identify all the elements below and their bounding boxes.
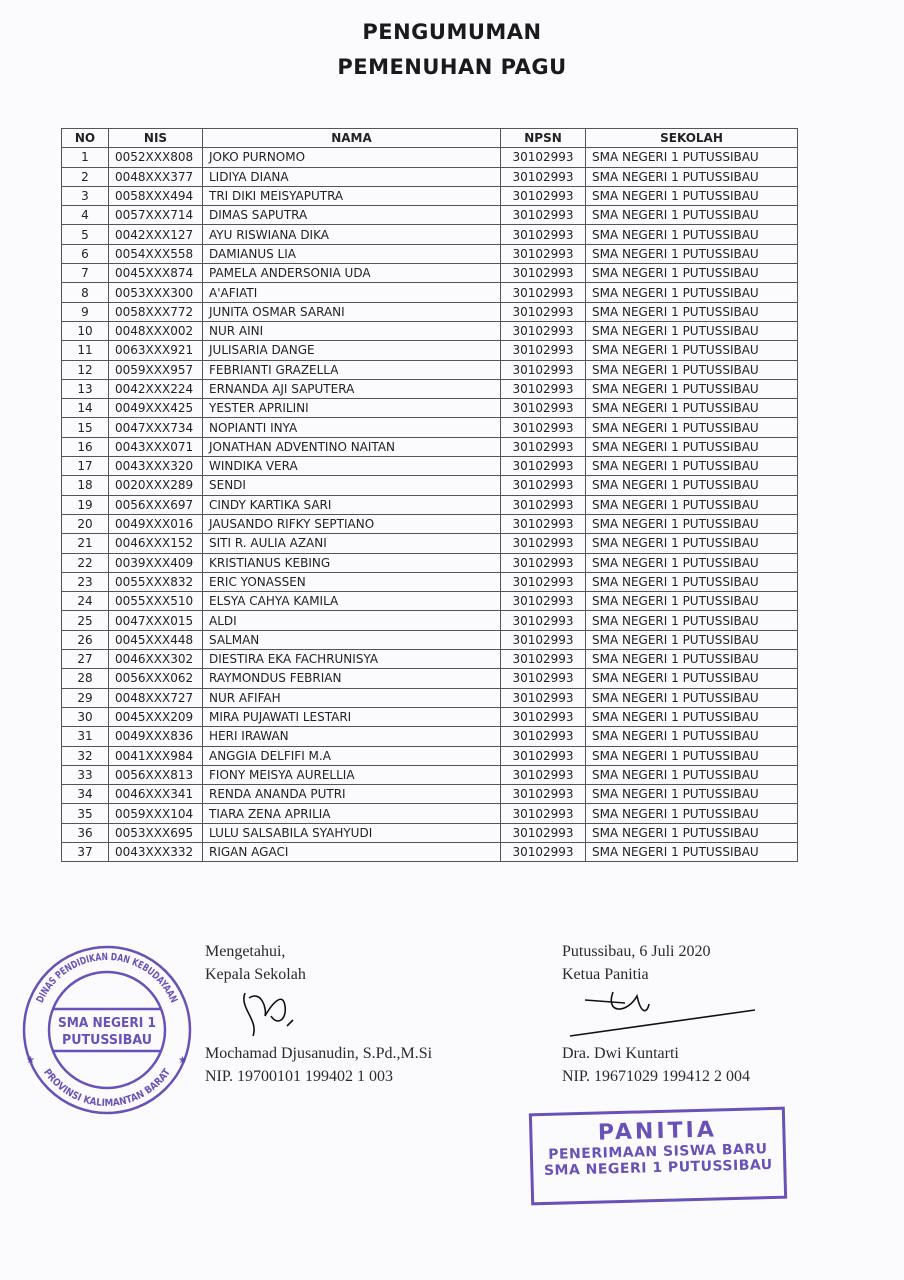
- school-name: SMA NEGERI 1 PUTUSSIBAU: [586, 206, 798, 225]
- row-number: 8: [62, 283, 109, 302]
- table-row: [62, 842, 798, 861]
- student-nis: 0042XXX127: [109, 225, 203, 244]
- row-number: 11: [62, 341, 109, 360]
- student-nis: 0057XXX714: [109, 206, 203, 225]
- student-name: DAMIANUS LIA: [203, 244, 501, 263]
- school-name: SMA NEGERI 1 PUTUSSIBAU: [586, 302, 798, 321]
- star-icon: ★: [26, 1055, 35, 1066]
- student-name: YESTER APRILINI: [203, 399, 501, 418]
- row-number: 12: [62, 360, 109, 379]
- school-name: SMA NEGERI 1 PUTUSSIBAU: [586, 572, 798, 591]
- table-row: [62, 283, 798, 302]
- student-name: ERNANDA AJI SAPUTERA: [203, 379, 501, 398]
- school-name: SMA NEGERI 1 PUTUSSIBAU: [586, 186, 798, 205]
- row-number: 23: [62, 572, 109, 591]
- school-npsn: 30102993: [501, 321, 586, 340]
- student-nis: 0045XXX874: [109, 264, 203, 283]
- school-name: SMA NEGERI 1 PUTUSSIBAU: [586, 360, 798, 379]
- student-name: TRI DIKI MEISYAPUTRA: [203, 186, 501, 205]
- column-header-nama: NAMA: [203, 129, 501, 148]
- row-number: 20: [62, 514, 109, 533]
- school-name: SMA NEGERI 1 PUTUSSIBAU: [586, 379, 798, 398]
- student-name: SALMAN: [203, 630, 501, 649]
- school-npsn: 30102993: [501, 186, 586, 205]
- student-name: WINDIKA VERA: [203, 457, 501, 476]
- school-round-stamp: [22, 945, 192, 1115]
- row-number: 2: [62, 167, 109, 186]
- student-name: LIDIYA DIANA: [203, 167, 501, 186]
- school-name: SMA NEGERI 1 PUTUSSIBAU: [586, 225, 798, 244]
- school-name: SMA NEGERI 1 PUTUSSIBAU: [586, 650, 798, 669]
- school-npsn: 30102993: [501, 302, 586, 321]
- table-row: [62, 437, 798, 456]
- school-npsn: 30102993: [501, 611, 586, 630]
- row-number: 10: [62, 321, 109, 340]
- row-number: 22: [62, 553, 109, 572]
- table-row: [62, 592, 798, 611]
- stamp-rect-line3: SMA NEGERI 1 PUTUSSIBAU: [543, 1157, 773, 1179]
- table-row: [62, 669, 798, 688]
- school-name: SMA NEGERI 1 PUTUSSIBAU: [586, 592, 798, 611]
- row-number: 32: [62, 746, 109, 765]
- row-number: 13: [62, 379, 109, 398]
- row-number: 28: [62, 669, 109, 688]
- column-header-nis: NIS: [109, 129, 203, 148]
- stamp-outer-top: DINAS PENDIDIKAN DAN KEBUDAYAAN: [34, 951, 180, 1007]
- table-row: [62, 727, 798, 746]
- table-row: [62, 148, 798, 167]
- table-row: [62, 688, 798, 707]
- table-row: [62, 707, 798, 726]
- school-name: SMA NEGERI 1 PUTUSSIBAU: [586, 804, 798, 823]
- student-name: ELSYA CAHYA KAMILA: [203, 592, 501, 611]
- student-name: TIARA ZENA APRILIA: [203, 804, 501, 823]
- student-nis: 0056XXX062: [109, 669, 203, 688]
- school-name: SMA NEGERI 1 PUTUSSIBAU: [586, 534, 798, 553]
- table-row: [62, 765, 798, 784]
- principal-signature: [235, 988, 325, 1040]
- table-row: [62, 244, 798, 263]
- school-npsn: 30102993: [501, 592, 586, 611]
- school-name: SMA NEGERI 1 PUTUSSIBAU: [586, 669, 798, 688]
- school-npsn: 30102993: [501, 379, 586, 398]
- school-npsn: 30102993: [501, 418, 586, 437]
- school-npsn: 30102993: [501, 688, 586, 707]
- school-npsn: 30102993: [501, 225, 586, 244]
- document-subtitle: PEMENUHAN PAGU: [337, 55, 567, 79]
- school-name: SMA NEGERI 1 PUTUSSIBAU: [586, 244, 798, 263]
- school-npsn: 30102993: [501, 264, 586, 283]
- row-number: 16: [62, 437, 109, 456]
- student-nis: 0053XXX695: [109, 823, 203, 842]
- row-number: 26: [62, 630, 109, 649]
- table-row: [62, 476, 798, 495]
- student-nis: 0046XXX152: [109, 534, 203, 553]
- school-npsn: 30102993: [501, 746, 586, 765]
- row-number: 15: [62, 418, 109, 437]
- row-number: 21: [62, 534, 109, 553]
- row-number: 24: [62, 592, 109, 611]
- committee-rect-stamp: [529, 1107, 787, 1206]
- school-npsn: 30102993: [501, 360, 586, 379]
- school-name: SMA NEGERI 1 PUTUSSIBAU: [586, 823, 798, 842]
- school-npsn: 30102993: [501, 167, 586, 186]
- school-name: SMA NEGERI 1 PUTUSSIBAU: [586, 765, 798, 784]
- school-name: SMA NEGERI 1 PUTUSSIBAU: [586, 418, 798, 437]
- school-npsn: 30102993: [501, 283, 586, 302]
- row-number: 34: [62, 785, 109, 804]
- school-name: SMA NEGERI 1 PUTUSSIBAU: [586, 283, 798, 302]
- school-name: SMA NEGERI 1 PUTUSSIBAU: [586, 514, 798, 533]
- school-name: SMA NEGERI 1 PUTUSSIBAU: [586, 495, 798, 514]
- table-row: [62, 650, 798, 669]
- row-number: 14: [62, 399, 109, 418]
- stamp-outer-bottom: PROVINSI KALIMANTAN BARAT: [41, 1066, 174, 1110]
- chair-title: Ketua Panitia: [562, 966, 649, 983]
- school-name: SMA NEGERI 1 PUTUSSIBAU: [586, 707, 798, 726]
- row-number: 37: [62, 842, 109, 861]
- school-name: SMA NEGERI 1 PUTUSSIBAU: [586, 476, 798, 495]
- table-row: [62, 206, 798, 225]
- row-number: 36: [62, 823, 109, 842]
- school-npsn: 30102993: [501, 727, 586, 746]
- student-name: JONATHAN ADVENTINO NAITAN: [203, 437, 501, 456]
- student-name: DIMAS SAPUTRA: [203, 206, 501, 225]
- school-npsn: 30102993: [501, 206, 586, 225]
- student-name: NOPIANTI INYA: [203, 418, 501, 437]
- student-name: JUNITA OSMAR SARANI: [203, 302, 501, 321]
- student-name: HERI IRAWAN: [203, 727, 501, 746]
- row-number: 33: [62, 765, 109, 784]
- school-npsn: 30102993: [501, 437, 586, 456]
- row-number: 19: [62, 495, 109, 514]
- student-name: A'AFIATI: [203, 283, 501, 302]
- school-name: SMA NEGERI 1 PUTUSSIBAU: [586, 553, 798, 572]
- student-name: JULISARIA DANGE: [203, 341, 501, 360]
- school-name: SMA NEGERI 1 PUTUSSIBAU: [586, 727, 798, 746]
- school-npsn: 30102993: [501, 669, 586, 688]
- table-row: [62, 495, 798, 514]
- place-date: Putussibau, 6 Juli 2020: [562, 943, 711, 960]
- student-nis: 0054XXX558: [109, 244, 203, 263]
- school-name: SMA NEGERI 1 PUTUSSIBAU: [586, 457, 798, 476]
- student-nis: 0043XXX320: [109, 457, 203, 476]
- school-npsn: 30102993: [501, 842, 586, 861]
- table-row: [62, 630, 798, 649]
- document-title: PENGUMUMAN: [362, 20, 542, 44]
- school-name: SMA NEGERI 1 PUTUSSIBAU: [586, 167, 798, 186]
- table-row: [62, 804, 798, 823]
- table-row: [62, 572, 798, 591]
- school-name: SMA NEGERI 1 PUTUSSIBAU: [586, 842, 798, 861]
- student-nis: 0047XXX734: [109, 418, 203, 437]
- school-name: SMA NEGERI 1 PUTUSSIBAU: [586, 399, 798, 418]
- student-nis: 0020XXX289: [109, 476, 203, 495]
- student-name: AYU RISWIANA DIKA: [203, 225, 501, 244]
- school-npsn: 30102993: [501, 399, 586, 418]
- student-name: ANGGIA DELFIFI M.A: [203, 746, 501, 765]
- school-npsn: 30102993: [501, 630, 586, 649]
- student-nis: 0041XXX984: [109, 746, 203, 765]
- student-nis: 0058XXX772: [109, 302, 203, 321]
- svg-text:DINAS PENDIDIKAN DAN KEBUDAYAA: [35, 952, 179, 1005]
- row-number: 1: [62, 148, 109, 167]
- acknowledged-label: Mengetahui,: [205, 943, 286, 960]
- school-name: SMA NEGERI 1 PUTUSSIBAU: [586, 688, 798, 707]
- principal-nip: NIP. 19700101 199402 1 003: [205, 1068, 394, 1085]
- row-number: 35: [62, 804, 109, 823]
- student-nis: 0056XXX697: [109, 495, 203, 514]
- school-npsn: 30102993: [501, 476, 586, 495]
- chair-nip: NIP. 19671029 199412 2 004: [562, 1068, 751, 1085]
- school-npsn: 30102993: [501, 514, 586, 533]
- stamp-center-line2: PUTUSSIBAU: [62, 1033, 152, 1048]
- table-row: [62, 321, 798, 340]
- student-nis: 0043XXX071: [109, 437, 203, 456]
- table-row: [62, 225, 798, 244]
- chair-name: Dra. Dwi Kuntarti: [562, 1045, 679, 1062]
- school-npsn: 30102993: [501, 785, 586, 804]
- school-name: SMA NEGERI 1 PUTUSSIBAU: [586, 785, 798, 804]
- table-row: [62, 167, 798, 186]
- student-name: PAMELA ANDERSONIA UDA: [203, 264, 501, 283]
- student-name: CINDY KARTIKA SARI: [203, 495, 501, 514]
- student-name: ALDI: [203, 611, 501, 630]
- student-name: JOKO PURNOMO: [203, 148, 501, 167]
- column-header-no: NO: [62, 129, 109, 148]
- table-row: [62, 534, 798, 553]
- student-nis: 0052XXX808: [109, 148, 203, 167]
- student-name: SENDI: [203, 476, 501, 495]
- student-nis: 0049XXX425: [109, 399, 203, 418]
- student-name: FEBRIANTI GRAZELLA: [203, 360, 501, 379]
- chair-signature: [565, 988, 765, 1040]
- table-header-row: [62, 129, 798, 148]
- student-nis: 0047XXX015: [109, 611, 203, 630]
- stamp-rect-line1: PANITIA: [597, 1117, 718, 1146]
- row-number: 29: [62, 688, 109, 707]
- school-npsn: 30102993: [501, 341, 586, 360]
- row-number: 4: [62, 206, 109, 225]
- row-number: 3: [62, 186, 109, 205]
- table-row: [62, 418, 798, 437]
- table-row: [62, 302, 798, 321]
- row-number: 6: [62, 244, 109, 263]
- table-row: [62, 514, 798, 533]
- school-npsn: 30102993: [501, 534, 586, 553]
- school-npsn: 30102993: [501, 707, 586, 726]
- stamp-center-line1: SMA NEGERI 1: [58, 1016, 156, 1031]
- table-row: [62, 264, 798, 283]
- principal-title: Kepala Sekolah: [205, 966, 306, 983]
- table-row: [62, 611, 798, 630]
- student-nis: 0058XXX494: [109, 186, 203, 205]
- student-name: RENDA ANANDA PUTRI: [203, 785, 501, 804]
- star-icon: ★: [178, 1055, 187, 1066]
- student-nis: 0042XXX224: [109, 379, 203, 398]
- table-row: [62, 785, 798, 804]
- school-npsn: 30102993: [501, 650, 586, 669]
- column-header-sekolah: SEKOLAH: [586, 129, 798, 148]
- student-nis: 0055XXX510: [109, 592, 203, 611]
- stamp-rect-line2: PENERIMAAN SISWA BARU: [548, 1141, 768, 1163]
- student-name: RIGAN AGACI: [203, 842, 501, 861]
- student-name: JAUSANDO RIFKY SEPTIANO: [203, 514, 501, 533]
- school-name: SMA NEGERI 1 PUTUSSIBAU: [586, 148, 798, 167]
- student-name: MIRA PUJAWATI LESTARI: [203, 707, 501, 726]
- school-name: SMA NEGERI 1 PUTUSSIBAU: [586, 630, 798, 649]
- student-nis: 0043XXX332: [109, 842, 203, 861]
- row-number: 7: [62, 264, 109, 283]
- row-number: 27: [62, 650, 109, 669]
- student-nis: 0046XXX302: [109, 650, 203, 669]
- student-name: FIONY MEISYA AURELLIA: [203, 765, 501, 784]
- student-name: KRISTIANUS KEBING: [203, 553, 501, 572]
- table-row: [62, 379, 798, 398]
- row-number: 17: [62, 457, 109, 476]
- student-name: LULU SALSABILA SYAHYUDI: [203, 823, 501, 842]
- table-row: [62, 746, 798, 765]
- school-name: SMA NEGERI 1 PUTUSSIBAU: [586, 264, 798, 283]
- school-name: SMA NEGERI 1 PUTUSSIBAU: [586, 746, 798, 765]
- student-name: NUR AFIFAH: [203, 688, 501, 707]
- student-nis: 0059XXX957: [109, 360, 203, 379]
- student-nis: 0048XXX727: [109, 688, 203, 707]
- school-npsn: 30102993: [501, 572, 586, 591]
- student-nis: 0059XXX104: [109, 804, 203, 823]
- table-row: [62, 823, 798, 842]
- student-nis: 0045XXX448: [109, 630, 203, 649]
- student-nis: 0039XXX409: [109, 553, 203, 572]
- school-name: SMA NEGERI 1 PUTUSSIBAU: [586, 437, 798, 456]
- row-number: 31: [62, 727, 109, 746]
- student-nis: 0055XXX832: [109, 572, 203, 591]
- row-number: 30: [62, 707, 109, 726]
- student-nis: 0053XXX300: [109, 283, 203, 302]
- row-number: 25: [62, 611, 109, 630]
- school-npsn: 30102993: [501, 765, 586, 784]
- column-header-npsn: NPSN: [501, 129, 586, 148]
- table-row: [62, 399, 798, 418]
- student-table: [61, 128, 798, 862]
- table-row: [62, 341, 798, 360]
- table-row: [62, 553, 798, 572]
- school-npsn: 30102993: [501, 553, 586, 572]
- student-name: NUR AINI: [203, 321, 501, 340]
- student-nis: 0045XXX209: [109, 707, 203, 726]
- student-nis: 0048XXX377: [109, 167, 203, 186]
- school-npsn: 30102993: [501, 804, 586, 823]
- row-number: 5: [62, 225, 109, 244]
- student-nis: 0049XXX836: [109, 727, 203, 746]
- school-name: SMA NEGERI 1 PUTUSSIBAU: [586, 611, 798, 630]
- student-name: ERIC YONASSEN: [203, 572, 501, 591]
- student-nis: 0063XXX921: [109, 341, 203, 360]
- school-npsn: 30102993: [501, 823, 586, 842]
- school-npsn: 30102993: [501, 244, 586, 263]
- school-npsn: 30102993: [501, 457, 586, 476]
- row-number: 9: [62, 302, 109, 321]
- table-row: [62, 186, 798, 205]
- student-nis: 0049XXX016: [109, 514, 203, 533]
- school-name: SMA NEGERI 1 PUTUSSIBAU: [586, 321, 798, 340]
- student-nis: 0048XXX002: [109, 321, 203, 340]
- school-name: SMA NEGERI 1 PUTUSSIBAU: [586, 341, 798, 360]
- school-npsn: 30102993: [501, 495, 586, 514]
- row-number: 18: [62, 476, 109, 495]
- student-name: SITI R. AULIA AZANI: [203, 534, 501, 553]
- table-row: [62, 360, 798, 379]
- principal-name: Mochamad Djusanudin, S.Pd.,M.Si: [205, 1045, 433, 1062]
- table-row: [62, 457, 798, 476]
- student-name: RAYMONDUS FEBRIAN: [203, 669, 501, 688]
- student-name: DIESTIRA EKA FACHRUNISYA: [203, 650, 501, 669]
- student-nis: 0046XXX341: [109, 785, 203, 804]
- student-nis: 0056XXX813: [109, 765, 203, 784]
- school-npsn: 30102993: [501, 148, 586, 167]
